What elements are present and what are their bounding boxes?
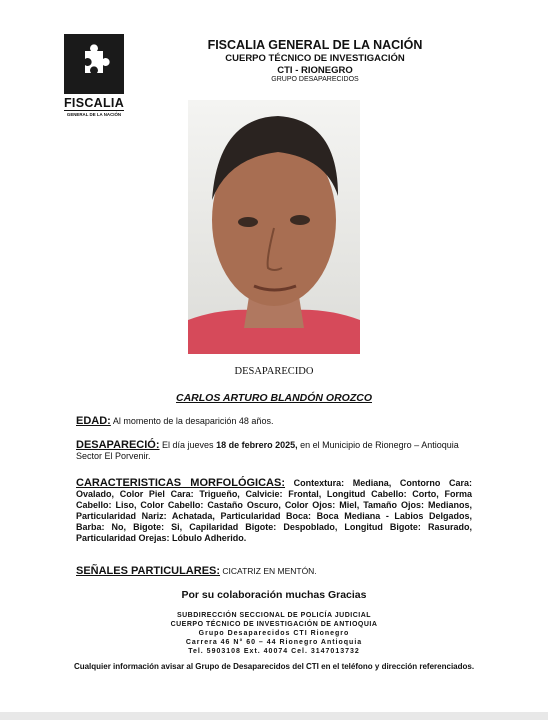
thanks-text: Por su colaboración muchas Gracias: [181, 589, 367, 601]
senales-label: SEÑALES PARTICULARES:: [76, 565, 221, 577]
puzzle-icon: [71, 39, 117, 89]
caracteristicas-text: Contextura: Mediana, Contorno Cara: Ovalado, Color Piel Cara: Trigueño, Calvicie: Frontal, Longitud Cabello: Corto, Forma Cabello: Liso, Color Cabello: Castaño Oscuro, Color Ojos: Miel, Tamaño Ojos: Medianos, Particularidad Nariz: Achatada, Particularidad Boca: Boca Mediana - Labios Delgados, Barba: No, Bigote: Si, Capilaridad Bigote: Despoblado, Longitud Bigote: Rasurado, Particularidad Orejas: Lóbulo Adherido.: [76, 478, 473, 543]
section-desaparecio: [76, 440, 472, 462]
logo-mark: [64, 34, 124, 94]
desaparecio-label: DESAPARECIÓ:: [76, 439, 160, 451]
closing-note: Cualquier información avisar al Grupo de Desaparecidos del CTI en el teléfono y dirección referenciados.: [73, 662, 475, 671]
bottom-bar: [0, 712, 548, 720]
footer-line-3: Grupo Desaparecidos CTI Rionegro: [198, 630, 350, 637]
senales-text: CICATRIZ EN MENTÓN.: [220, 566, 317, 576]
fiscalia-logo: [64, 34, 124, 117]
logo-word: FISCALIA: [64, 96, 125, 110]
desaparecio-text-b: en el Municipio de Rionegro – Antioquia Sector El Porvenir.: [76, 440, 459, 461]
section-edad: [76, 416, 472, 427]
section-senales: [76, 566, 472, 577]
caracteristicas-label: CARACTERISTICAS MORFOLÓGICAS:: [76, 477, 286, 489]
missing-person-photo: [188, 100, 360, 354]
footer-line-2: CUERPO TÉCNICO DE INVESTIGACIÓN DE ANTIOQUIA: [170, 621, 378, 628]
edad-text: Al momento de la desaparición 48 años.: [110, 416, 274, 426]
person-name: CARLOS ARTURO BLANDÓN OROZCO: [176, 392, 372, 404]
logo-subtitle: GENERAL DE LA NACIÓN: [64, 110, 124, 117]
footer-phone: Tel. 5903108 Ext. 40074 Cel. 3147013732: [188, 648, 360, 655]
header-title: FISCALIA GENERAL DE LA NACIÓN: [207, 38, 423, 52]
header-group: GRUPO DESAPARECIDOS: [271, 76, 359, 83]
status-label: DESAPARECIDO: [234, 366, 314, 377]
footer-line-1: SUBDIRECCIÓN SECCIONAL DE POLICÍA JUDICIAL: [176, 612, 372, 619]
section-caracteristicas: [76, 478, 472, 544]
footer-address: Carrera 46 N° 60 – 44 Rionegro Antioquia: [185, 639, 363, 646]
desaparecio-text-a: El día jueves: [159, 440, 217, 450]
edad-label: EDAD:: [76, 415, 111, 427]
desaparecio-date: 18 de febrero 2025,: [216, 440, 298, 450]
header-office: CTI - RIONEGRO: [277, 65, 353, 76]
header-subtitle: CUERPO TÉCNICO DE INVESTIGACIÓN: [225, 53, 405, 64]
